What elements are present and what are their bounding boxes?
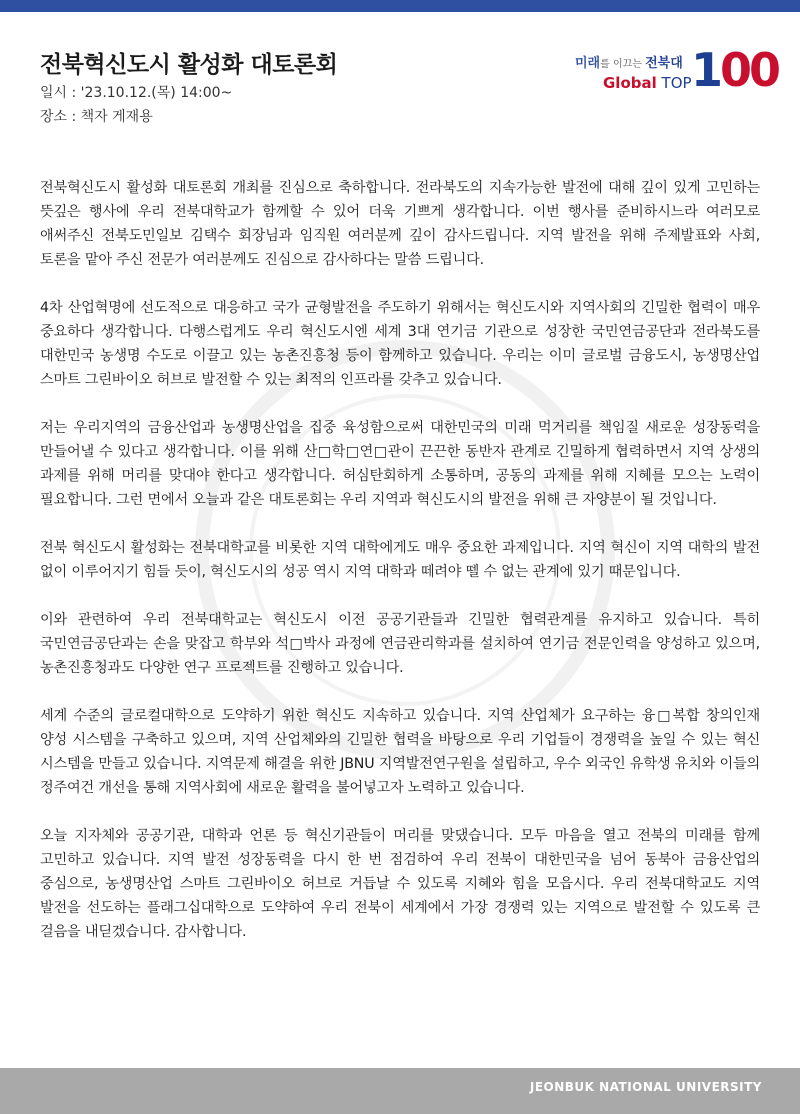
university-logo xyxy=(565,42,779,102)
paragraph: 오늘 지자체와 공공기관, 대학과 언론 등 혁신기관들이 머리를 맞댔습니다. 모두 마음을 열고 전북의 미래를 함께 고민하고 있습니다. 지역 발전 성장동력을 다시 한 번 점검하여 우리 전북이 대한민국을 넘어 동북아 금융산업의 중심으로, 농생명산업 스마트 그린바이오 허브로 거듭날 수 있도록 지혜와 힘을 모읍시다. 우리 전북대학교도 지역 발전을 선도하는 플래그십대학으로 도약하여 우리 전북이 세계에서 가장 경쟁력 있는 지역으로 발전할 수 있도록 큰 걸음을 내딛겠습니다. 감사합니다. xyxy=(40,828,760,940)
logo-top: TOP xyxy=(661,74,692,92)
logo-global-top xyxy=(603,74,692,92)
paragraph: 이와 관련하여 우리 전북대학교는 혁신도시 이전 공공기관들과 긴밀한 협력관계를 유지하고 있습니다. 특히 국민연금공단과는 손을 맞잡고 학부와 석□박사 과정에 연금관리학과를 설치하여 연기금 전문인력을 양성하고 있으며, 농촌진흥청과도 다양한 연구 프로젝트를 진행하고 있습니다. xyxy=(40,612,760,676)
event-place: 장소 : 책자 게재용 xyxy=(40,109,153,125)
paragraph: 4차 산업혁명에 선도적으로 대응하고 국가 균형발전을 주도하기 위해서는 혁신도시와 지역사회의 긴밀한 협력이 매우 중요하다 생각합니다. 다행스럽게도 우리 혁신도시엔 세계 3대 연기금 기관으로 성장한 국민연금공단과 전라북도를 대한민국 농생명 수도로 이끌고 있는 농촌진흥청 등이 함께하고 있습니다. 우리는 이미 글로벌 금융도시, 농생명산업 스마트 그린바이오 허브로 발전할 수 있는 최적의 인프라를 갖추고 있습니다. xyxy=(40,300,760,388)
footer-university-name: JEONBUK NATIONAL UNIVERSITY xyxy=(529,1080,762,1094)
message-body xyxy=(40,176,760,968)
logo-tagline-mid: 를 이끄는 xyxy=(600,59,646,70)
logo-100 xyxy=(691,42,778,98)
logo-mirae: 미래 xyxy=(575,56,601,71)
paragraph: 저는 우리지역의 금융산업과 농생명산업을 집중 육성함으로써 대한민국의 미래 먹거리를 책임질 새로운 성장동력을 만들어낼 수 있다고 생각합니다. 이를 위해 산□학□연□관이 끈끈한 동반자 관계로 긴밀하게 협력하면서 지역 상생의 과제를 위해 머리를 맞대야 한다고 생각합니다. 허심탄회하게 소통하며, 공동의 과제를 위해 지혜를 모으는 노력이 필요합니다. 그런 면에서 오늘과 같은 대토론회는 우리 지역과 혁신도시의 발전을 위해 큰 자양분이 될 것입니다. xyxy=(40,420,760,508)
logo-global: Global xyxy=(603,74,657,92)
logo-tagline xyxy=(575,52,683,71)
logo-100-zeros: 00 xyxy=(720,43,779,97)
logo-jbnu: 전북대 xyxy=(645,56,683,71)
top-accent-bar xyxy=(0,0,800,12)
footer-bar xyxy=(0,1068,800,1114)
paragraph: 세계 수준의 글로컬대학으로 도약하기 위한 혁신도 지속하고 있습니다. 지역 산업체가 요구하는 융□복합 창의인재 양성 시스템을 구축하고 있으며, 지역 산업체와의 긴밀한 협력을 바탕으로 우리 기업들이 경쟁력을 높일 수 있는 혁신 시스템을 만들고 있습니다. 지역문제 해결을 위한 JBNU 지역발전연구원을 설립하고, 우수 외국인 유학생 유치와 이들의 정주여건 개선을 통해 지역사회에 새로운 활력을 불어넣고자 노력하고 있습니다. xyxy=(40,708,761,796)
paragraph: 전북 혁신도시 활성화는 전북대학교를 비롯한 지역 대학에게도 매우 중요한 과제입니다. 지역 혁신이 지역 대학의 발전 없이 이루어지기 힘들 듯이, 혁신도시의 성공 역시 지역 대학과 떼려야 뗄 수 없는 관계에 있기 때문입니다. xyxy=(40,540,760,580)
logo-100-one: 1 xyxy=(691,43,721,97)
page-title: 전북혁신도시 활성화 대토론회 xyxy=(40,52,338,78)
paragraph: 전북혁신도시 활성화 대토론회 개최를 진심으로 축하합니다. 전라북도의 지속가능한 발전에 대해 깊이 있게 고민하는 뜻깊은 행사에 우리 전북대학교가 함께할 수 있어 더욱 기쁘게 생각합니다. 이번 행사를 준비하시느라 여러모로 애써주신 전북도민일보 김택수 회장님과 임직원 여러분께 깊이 감사드립니다. 지역 발전을 위해 주제발표와 사회, 토론을 맡아 주신 전문가 여러분께도 진심으로 감사하다는 말씀 드립니다. xyxy=(40,180,760,268)
event-date: 일시 : '23.10.12.(목) 14:00~ xyxy=(40,85,233,101)
